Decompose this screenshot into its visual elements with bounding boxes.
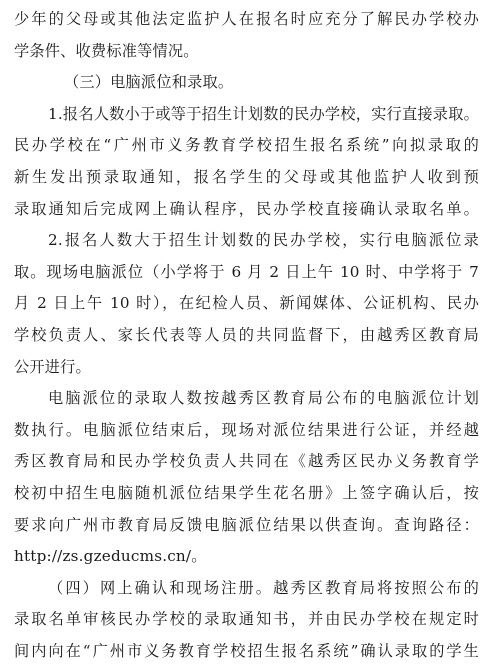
text-line: 公开进行。: [14, 357, 91, 376]
text-line: 2.报名人数大于招生计划数的民办学校，实行电脑派位录: [48, 231, 479, 250]
text-line: 录取通知后完成网上确认程序，民办学校直接确认录取名单。: [14, 199, 479, 218]
text-line: 民办学校在“广州市义务教育学校招生报名系统”向拟录取的: [14, 136, 479, 155]
text-line: 月 2 日上午 10 时），在纪检人员、新闻媒体、公证机构、民办: [14, 294, 479, 313]
text-line: 新生发出预录取通知，报名学生的父母或其他监护人收到预: [14, 167, 479, 186]
text-line: 少年的父母或其他法定监护人在报名时应充分了解民办学校办: [14, 10, 479, 28]
text-line: 电脑派位的录取人数按越秀区教育局公布的电脑派位计划: [48, 389, 479, 408]
text-line: 1.报名人数小于或等于招生计划数的民办学校，实行直接录取。: [48, 104, 479, 123]
text-line: 取。现场电脑派位（小学将于 6 月 2 日上午 10 时、中学将于 7: [14, 262, 479, 281]
text-line: 学条件、收费标准等情况。: [14, 41, 199, 60]
text-line: （四）网上确认和现场注册。越秀区教育局将按照公布的: [48, 578, 479, 597]
text-line: 间内向在“广州市义务教育学校招生报名系统”确认录取的学生: [14, 641, 479, 660]
text-line: 学校负责人、家长代表等人员的共同监督下，由越秀区教育局: [14, 325, 479, 344]
text-line: 校初中招生电脑随机派位结果学生花名册》上签字确认后，按: [14, 483, 479, 502]
text-line: 数执行。电脑派位结束后，现场对派位结果进行公证，并经越: [14, 420, 479, 439]
text-line: 秀区教育局和民办学校负责人共同在《越秀区民办义务教育学: [14, 452, 479, 471]
text-line: 录取名单审核民办学校的录取通知书，并由民办学校在规定时: [14, 610, 479, 629]
url-line: http://zs.gzeducms.cn/。: [14, 547, 207, 566]
section-heading: （三）电脑派位和录取。: [64, 73, 234, 92]
text-line: 要求向广州市教育局反馈电脑派位结果以供查询。查询路径：: [14, 515, 479, 534]
